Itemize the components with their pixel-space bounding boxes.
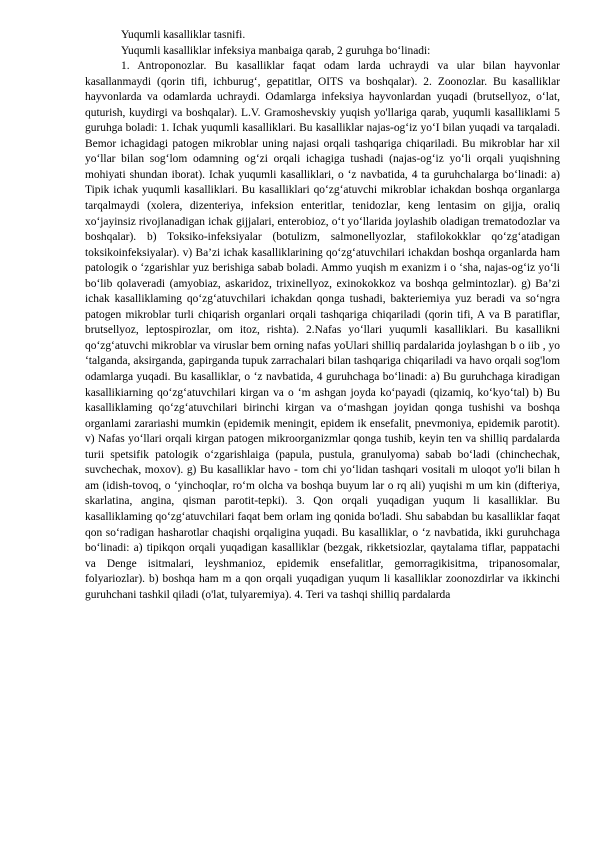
document-heading: Yuqumli kasalliklar tasnifi. (121, 29, 246, 41)
document-body-paragraph: 1. Antroponozlar. Bu kasalliklar faqat odam larda uchraydi va ular bilan hayvonlar kasallanmaydi (qorin tifi, ichburug‘, gepatitlar, OITS va boshqalar). 2. Zoonozlar. Bu kasalliklar hayvonlarda va odamlarda uchraydi. Odamlarga infeksiya hayvonlardan yuqadi (brutsellyoz, o‘lat, quturish, kuydirgi va boshqalar). L.V. Gramoshevskiy yuqish yo'llariga qarab, yuqumli kasalliklami 5 guruhga boladi: 1. Ichak yuqumli kasalliklari. Bu kasalliklar najas-og‘iz yo‘I bilan yuqadi va tarqaladi. Bemor ichagidagi patogen mikroblar uning najasi orqali tashqariga chiqariladi. Bu mikroblar har xil yo‘llar bilan sog‘lom odamning og‘zi orqali ichagiga tushadi (najas-og‘iz yo‘li orqali yuqishning mohiyati shundan iborat). Ichak yuqumli kasalliklari, o ‘z navbatida, 4 ta guruhchalarga bo‘linadi: a) Tipik ichak yuqumli kasalliklari. Bu kasalliklari qo‘zg‘atuvchi mikroblar ichakdan boshqa organlarga tarqalmaydi (xolera, dizenteriya, infeksion enteritlar, tenidozlar, keng lentasim on gijja, oraliq xo‘jayinsiz rivojlanadigan ichak gijjalari, enterobioz, o‘t yo‘llarida joylashib oladigan trematodozlar va boshqalar). b) Toksiko-infeksiyalar (botulizm, salmonellyozlar, stafilokokklar qo‘zg‘atadigan toksikoinfeksiyalar). v) Ba’zi ichak kasalliklarining qo‘zg‘atuvchilari ichakdan boshqa organlarda ham patologik o ‘zgarishlar yuz berishiga sabab boladi. Ammo yuqish m exanizm i o ‘sha, najas-og‘iz yo‘li bo‘lib qolaveradi (amyobiaz, askaridoz, trixinellyoz, exinokokkoz va boshqa gelmintozlar). g) Ba’zi ichak kasalliklaming qo‘zg‘atuvchilari ichakdan qonga tushadi, bakteriemiya yuz beradi va so‘ngra patogen mikroblar turli chiqarish organlari orqali tashqariga chiqariladi (qorin tifi, A va B paratiflar, brutsellyoz, leptospirozlar, om itoz, rishta). 2.Nafas yo‘llari yuqumli kasalliklari. Bu kasallikni qo‘zg‘atuvchi mikroblar va viruslar bem orning nafas yoUlari shilliq pardalarida joylashgan b o iib , yo ‘talganda, aksirganda, gapirganda tupuk zarrachalari bilan tashqariga chiqariladi va havo orqali sog'lom odamlarga yuqadi. Bu kasalliklar, o ‘z navbatida, 4 guruhchaga bo‘linadi: a) Bu guruhchaga kiradigan kasallikiarning qo‘zg‘atuvchilari kirgan va o ‘m ashgan joyda ko‘payadi (qizamiq, ko‘kyo‘tal) b) Bu kasalliklaming qo‘zg‘atuvchilari birinchi kirgan va o‘mashgan joyidan qonga tushishi va boshqa organlami zarariashi mumkin (epidemik meningit, epidem ik ensefalit, pnevmoniya, epidemik parotit). v) Nafas yo‘llari orqali kirgan patogen mikroorganizmlar qonga tushib, keyin ten va shilliq pardalarda turii spetsifik patologik o‘zgarishlaiga (papula, pustula, granulyoma) sabab bo‘ladi (chinchechak, suvchechak, moxov). g) Bu kasalliklar havo - tom chi yo‘lidan tashqari vositali m uloqot yo'li bilan h am (idish-tovoq, o ‘yinchoqlar, ro‘m olcha va boshqa buyum lar o rq ali) yuqishi m um kin (difteriya, skarlatina, angina, qisman parotit-tepki). 3. Qon orqali yuqadigan yuqum li kasalliklar. Bu kasalliklaming qo‘zg‘atuvchilari faqat bem orlam ing qonida bo'ladi. Shu sababdan bu kasalliklar faqat qon so‘radigan hasharotlar chaqishi orqaligina yuqadi. Bu kasalliklar, o ‘z navbatida, ikki guruhchaga bo‘linadi: a) tipikqon orqali yuqadigan kasalliklar (bezgak, rikketsiozlar, qaytalama tiflar, pappatachi va Denge isitmalari, leyshmanioz, epidemik ensefalitlar, gemorragikisitma, tripanosomalar, folyariozlar). b) boshqa ham m a qon orqali yuqadigan yuqum li kasalliklar zoonozdirlar va ikkinchi guruhchani tashkil qiladi (o'lat, tulyaremiya). 4. Teri va tashqi shilliq pardalarda (85, 60, 560, 601)
document-intro: Yuqumli kasalliklar infeksiya manbaiga qarab, 2 guruhga bo‘linadi: (121, 44, 431, 57)
document-page (85, 28, 560, 603)
